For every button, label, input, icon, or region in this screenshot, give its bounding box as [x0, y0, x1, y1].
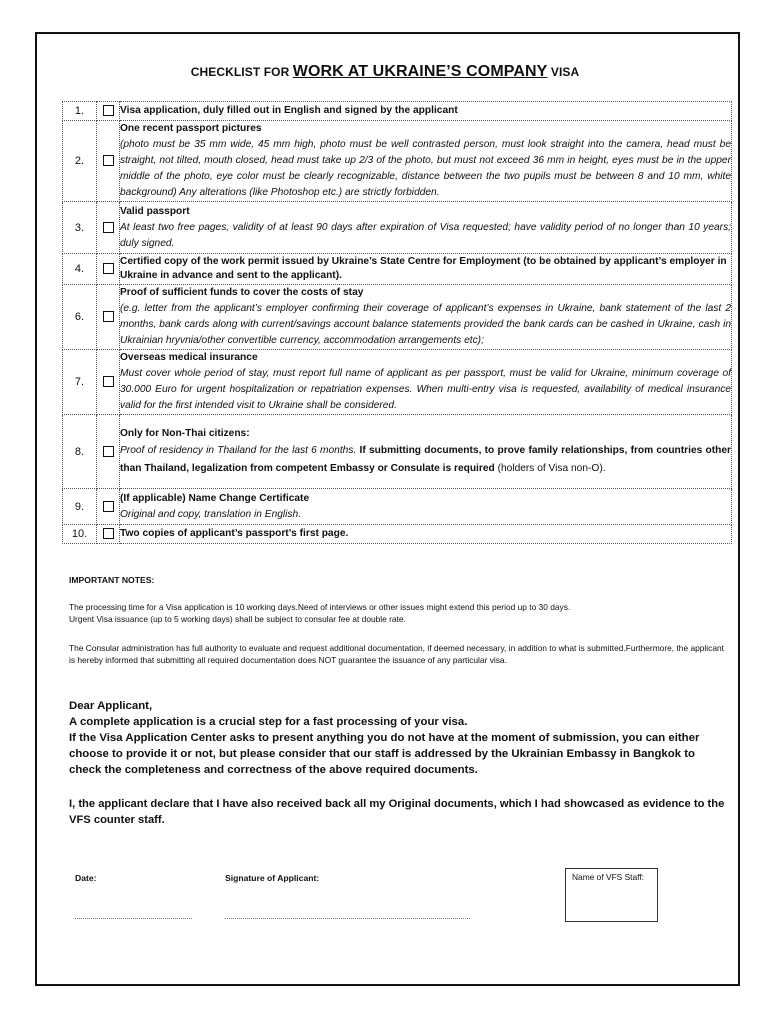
notes-line-1a: The processing time for a Visa application is 10 working days.Need of interviews or other issues might extend this period up to 30 days. [69, 602, 571, 612]
dear-line-2: If the Visa Application Center asks to present anything you do not have at the moment of submission, you can either choose to provide it or not, but please consider that our staff is addressed by the Ukrainian Embassy in Bangkok to check the completeness and correctness of the above required documents. [69, 732, 700, 776]
item-number: 6. [63, 285, 97, 350]
table-row [63, 350, 732, 415]
item-heading-line [120, 491, 731, 507]
item-heading: Proof of sufficient funds to cover the costs of stay [120, 287, 364, 298]
notes-paragraph-1 [69, 601, 724, 625]
item-detail: Original and copy, translation in English. [120, 508, 302, 520]
checkbox[interactable] [103, 311, 114, 322]
table-row [63, 202, 732, 254]
checklist-table [62, 101, 732, 544]
checkbox[interactable] [103, 222, 114, 233]
checkbox[interactable] [103, 105, 114, 116]
date-line[interactable] [75, 918, 192, 919]
item-detail-italic: Proof of residency in Thailand for the last 6 months. [120, 444, 357, 456]
item-detail-plain: (holders of Visa non-O). [497, 462, 606, 474]
item-detail: (e.g. letter from the applicant’s employer confirming their coverage of applicant’s expenses in Ukraine, bank statement of the last 2 months, bank cards along with current/savings account balance statements provided the bank cards can be cashed in Ukraine, cash in Ukrainian hryvnia/other convertible currency, accommodation arrangements etc); [120, 303, 731, 346]
item-detail: At least two free pages, validity of at least 90 days after expiration of Visa requested; have validity period of no longer than 10 years; duly signed. [120, 221, 731, 249]
checkbox[interactable] [103, 376, 114, 387]
item-heading: Only for Non-Thai citizens: [120, 427, 250, 439]
item-detail-bold: If submitting documents, to prove family relationships, from countries other than Thailand, legalization from competent Embassy or Consulate is required [120, 444, 731, 474]
dear-applicant-block [69, 698, 729, 778]
checkbox[interactable] [103, 263, 114, 274]
vfs-staff-box[interactable] [565, 868, 658, 922]
item-number: 1. [63, 102, 97, 121]
item-heading: Overseas medical insurance [120, 352, 258, 363]
item-number: 8. [63, 415, 97, 489]
item-number: 3. [63, 202, 97, 254]
checkbox[interactable] [103, 446, 114, 457]
declaration: I, the applicant declare that I have also received back all my Original documents, which I had showcased as evidence to the VFS counter staff. [69, 798, 725, 826]
item-heading: Certified copy of the work permit issued by Ukraine’s State Centre for Employment (to be obtained by applicant’s employer in Ukraine in advance and sent to the applicant). [120, 256, 727, 281]
notes-title: IMPORTANT NOTES: [69, 575, 155, 585]
vfs-staff-label: Name of VFS Staff: [572, 872, 644, 882]
item-heading: Valid passport [120, 205, 190, 217]
item-heading: Name Change Certificate [188, 492, 310, 504]
page-title [0, 63, 770, 81]
item-detail: (photo must be 35 mm wide, 45 mm high, photo must be well contrasted person, must look straight into the camera, head must be straight, not tilted, mouth closed, head must take up 2/3 of the photo, but must not exceed 36 mm in height, eyes must be in the upper middle of the photo, eye color must be clearly recognizable, distance between the two pupils must be between 8 and 10 mm, white background) Any alterations (like Photoshop etc.) are strictly forbidden. [120, 139, 731, 198]
checkbox[interactable] [103, 155, 114, 166]
table-row [63, 121, 732, 202]
table-row [63, 102, 732, 121]
dear-line-1: A complete application is a crucial step for a fast processing of your visa. [69, 716, 468, 728]
checkbox[interactable] [103, 528, 114, 539]
item-heading-prefix: (If applicable) [120, 492, 186, 504]
table-row [63, 415, 732, 489]
signature-line[interactable] [225, 918, 470, 919]
title-suffix: VISA [550, 65, 580, 79]
table-row [63, 254, 732, 285]
notes-paragraph-2: The Consular administration has full authority to evaluate and request additional documentation, if deemed necessary, in addition to what is submitted.Furthermore, the applicant is hereby informed that submitting all required documentation does NOT guarantee the issuance of any particular visa. [69, 643, 724, 665]
item-detail [120, 442, 731, 478]
item-heading: Visa application, duly filled out in English and signed by the applicant [120, 105, 458, 116]
date-label: Date: [75, 873, 97, 883]
signature-label: Signature of Applicant: [225, 873, 320, 883]
item-heading: Two copies of applicant’s passport’s first page. [120, 528, 349, 539]
item-number: 7. [63, 350, 97, 415]
item-number: 9. [63, 489, 97, 525]
table-row [63, 285, 732, 350]
item-number: 10. [63, 525, 97, 544]
item-number: 2. [63, 121, 97, 202]
title-prefix: CHECKLIST FOR [190, 65, 290, 79]
table-row [63, 489, 732, 525]
item-heading: One recent passport pictures [120, 123, 262, 134]
item-number: 4. [63, 254, 97, 285]
checkbox[interactable] [103, 501, 114, 512]
table-row [63, 525, 732, 544]
dear-greeting: Dear Applicant, [69, 700, 153, 712]
notes-line-1b: Urgent Visa issuance (up to 5 working days) shall be subject to consular fee at double rate. [69, 614, 406, 624]
item-detail: Must cover whole period of stay, must report full name of applicant as per passport, must be valid for Ukraine, minimum coverage of 30.000 Euro for urgent hospitalization or repatriation expenses. When multi-entry visa is requested, availability of medical insurance valid for the first intended visit to Ukraine shall be considered. [120, 368, 731, 411]
title-main: WORK AT UKRAINE’S COMPANY [292, 63, 548, 80]
